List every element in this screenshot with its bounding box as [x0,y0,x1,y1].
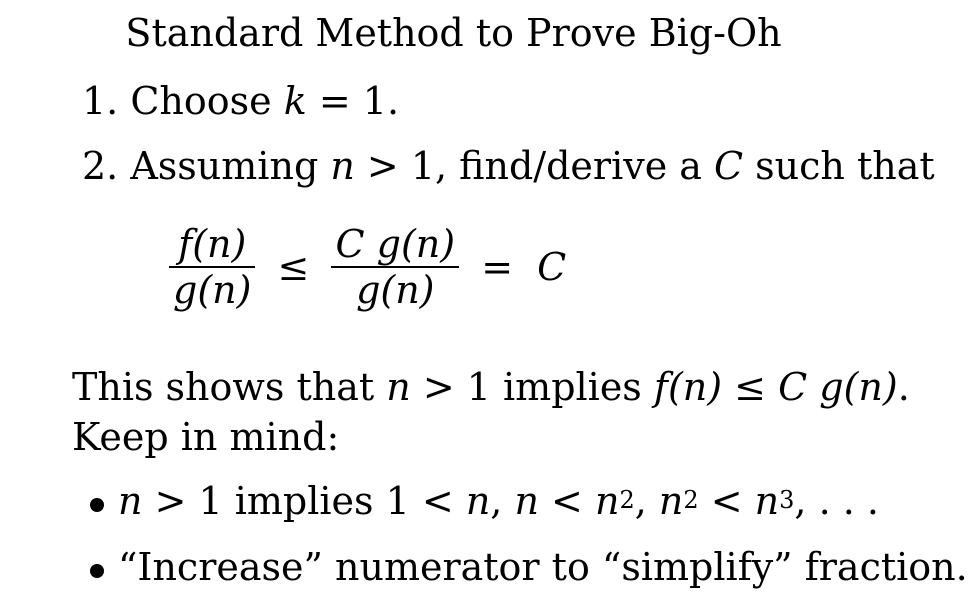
step-1 [82,78,399,124]
conclusion-text-c: . [897,365,910,409]
b1-lt2: < [698,479,755,523]
bullet-2-text: “Increase” numerator to “simplify” fraction. [118,545,968,589]
step-2-text-a: Assuming [130,144,331,188]
bullet-2 [90,544,968,590]
b1-sep1: , [490,479,515,523]
lhs-denominator: g(n) [173,268,252,312]
step-2-text-c: such that [743,144,935,188]
b1-lt1: < [538,479,595,523]
conclusion-line [72,364,910,410]
rhs-numerator: C g(n) [331,222,459,268]
step-2-var-n: n [330,144,355,188]
b1-n4: n [594,479,620,523]
b1-implies: > 1 implies 1 < [142,479,466,523]
lhs-fraction [169,222,255,312]
b1-n3: n [514,479,539,523]
b1-exp3: 3 [779,486,795,514]
inequality-formula [165,222,572,312]
conclusion-expr: f(n) ≤ C g(n) [653,365,898,409]
leq-symbol: ≤ [277,245,310,289]
step-2-text-b: > 1, find/derive a [354,144,715,188]
rhs-denominator: g(n) [356,268,435,312]
step-2-var-c: C [714,144,744,188]
formula-result: C [537,245,567,289]
slide-title: Standard Method to Prove Big-Oh [125,11,782,55]
conclusion-text-b: > 1 implies [410,365,654,409]
conclusion-var-n: n [386,365,411,409]
bullet-1 [90,478,879,524]
b1-n2: n [465,479,491,523]
b1-exp2b: 2 [683,486,699,514]
step-1-text-a: Choose [130,79,284,123]
step-2-number: 2. [82,144,119,188]
equals-symbol: = [481,245,514,289]
step-1-var: k [283,79,307,123]
bullet-dot-icon [90,498,104,512]
lhs-numerator: f(n) [169,222,255,268]
b1-n: n [118,479,143,523]
bullet-dot-icon [90,564,104,578]
b1-n5: n [658,479,684,523]
b1-sep2: , [634,479,659,523]
keep-in-mind-label: Keep in mind: [72,415,340,459]
b1-exp2: 2 [619,486,635,514]
b1-n6: n [754,479,780,523]
step-1-text-b: = 1. [306,79,400,123]
b1-ellipsis: , . . . [794,479,879,523]
step-1-number: 1. [82,79,119,123]
conclusion-text-a: This shows that [72,365,387,409]
step-2 [82,143,935,189]
rhs-fraction [331,222,459,312]
